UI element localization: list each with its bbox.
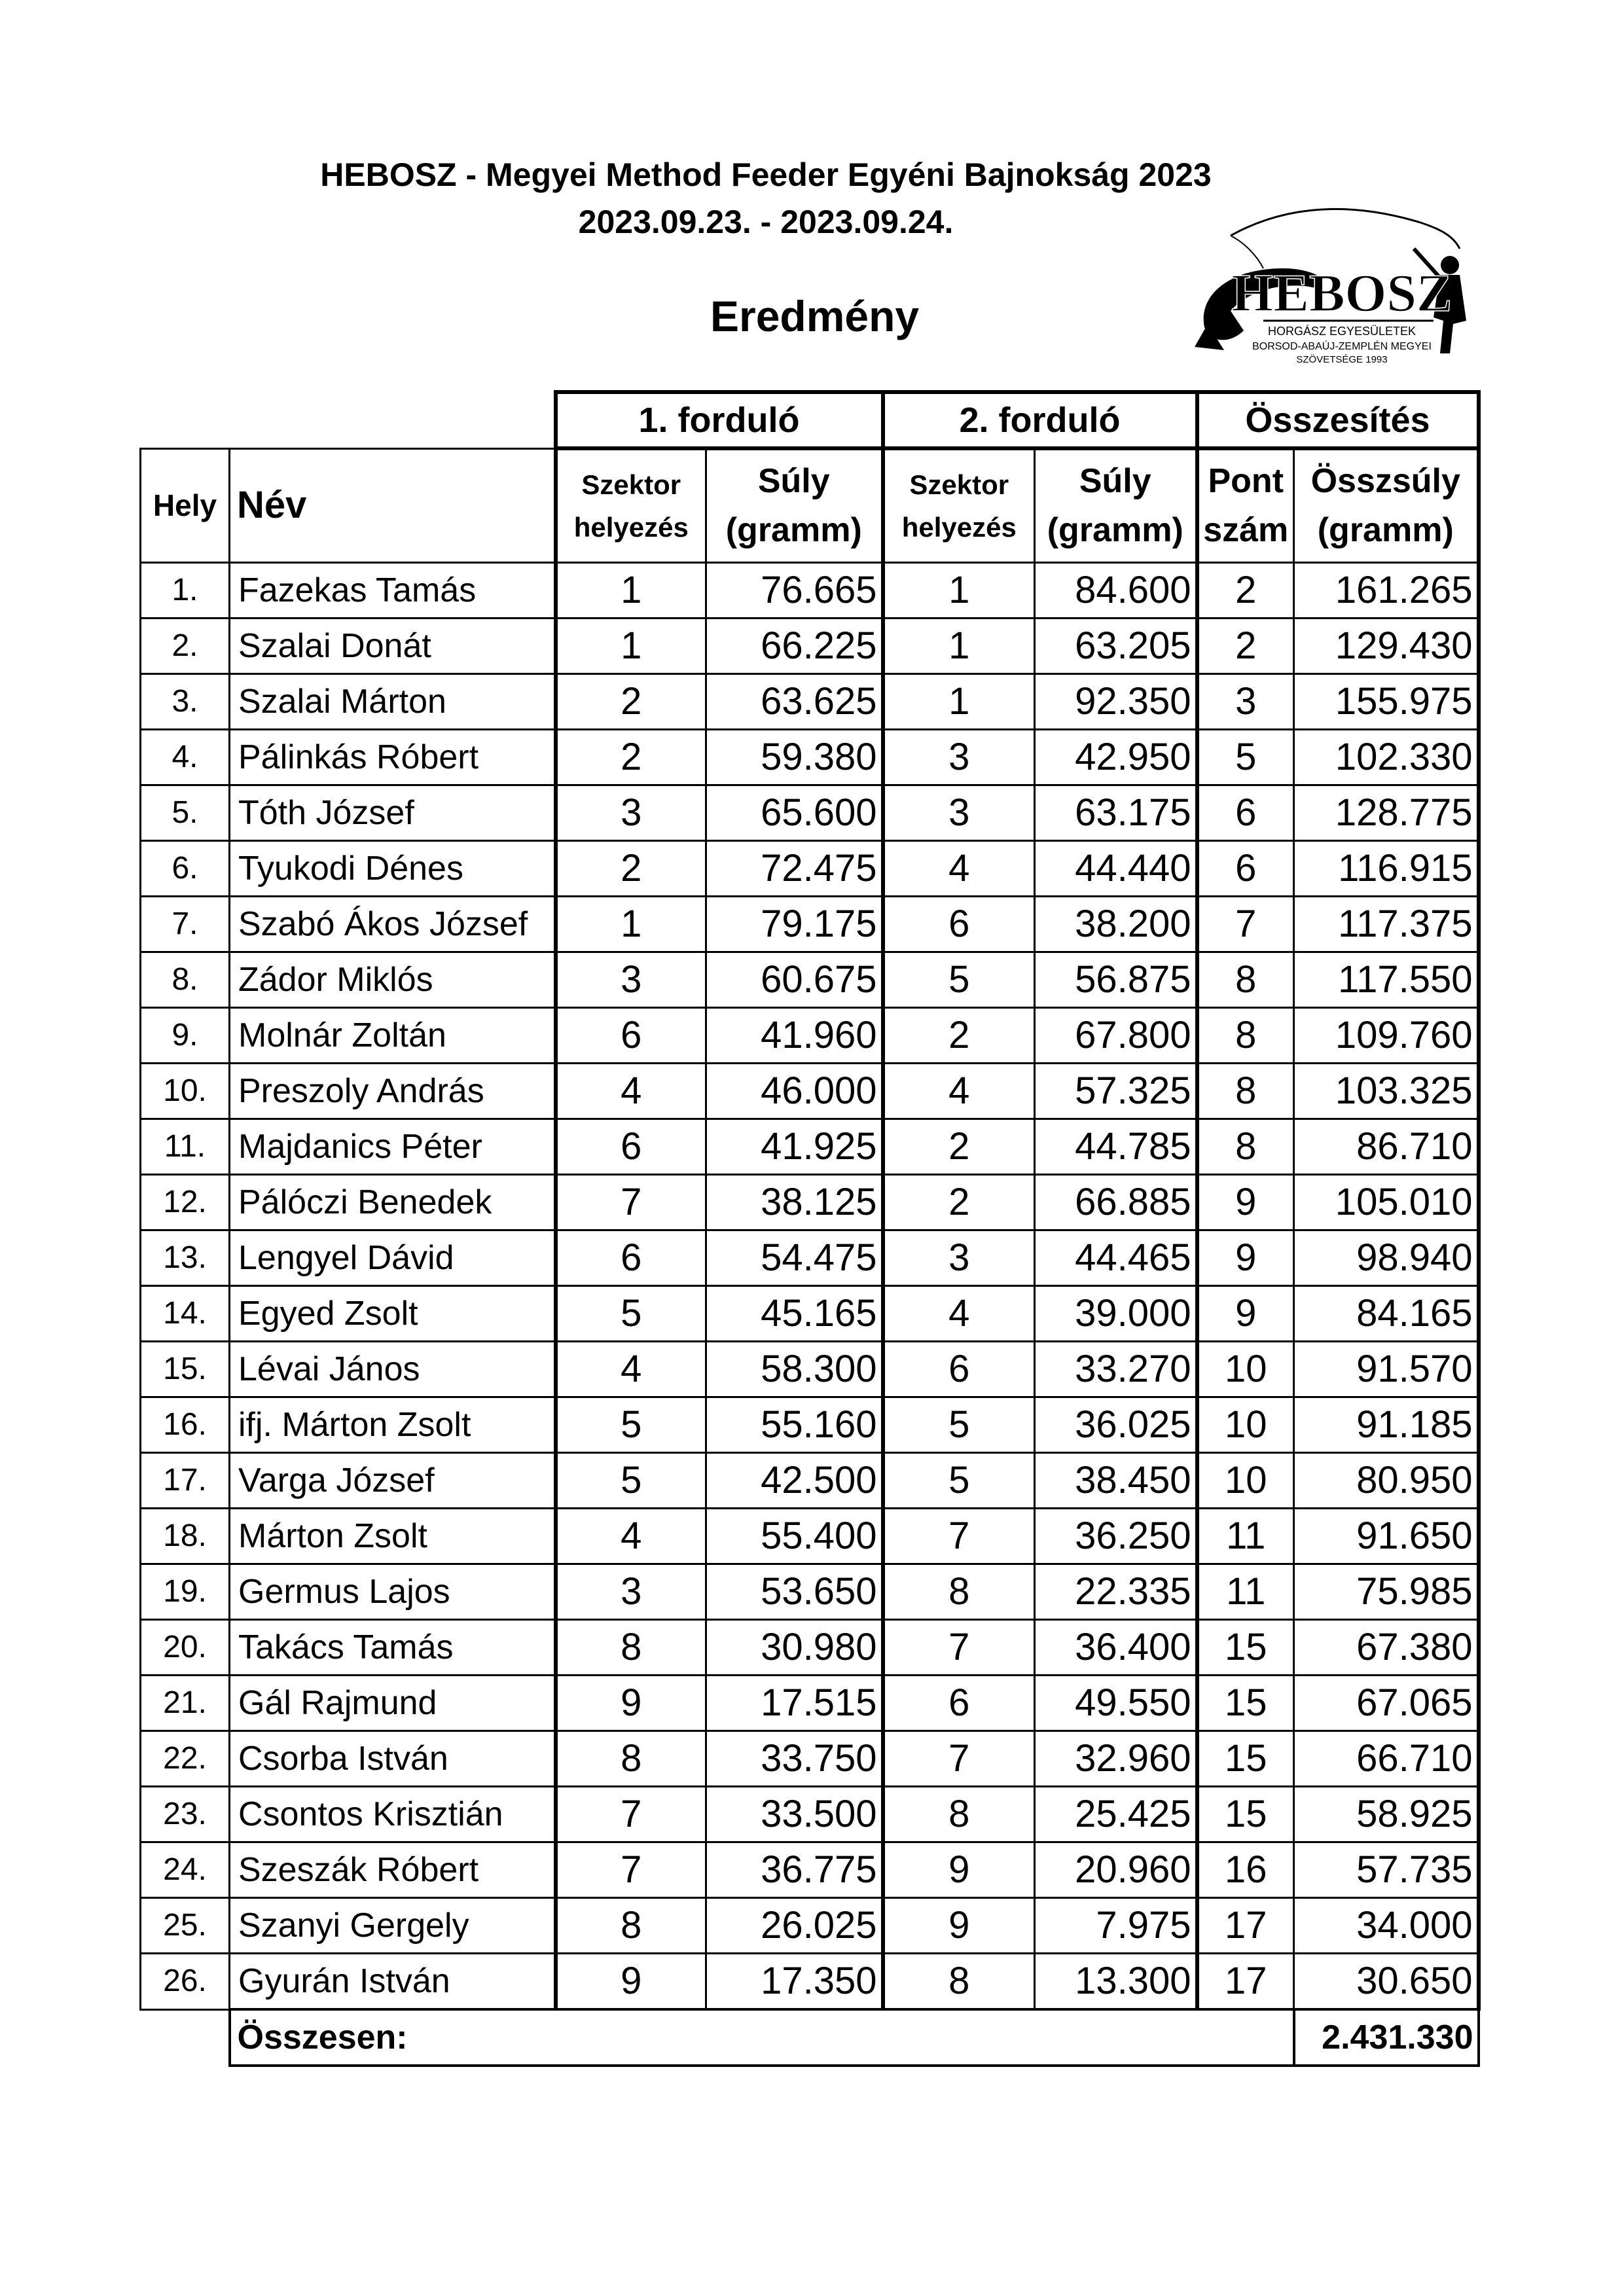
cell-w2: 7.975 [1035, 1898, 1197, 1954]
cell-rank: 6. [141, 841, 230, 897]
cell-w2: 63.205 [1035, 619, 1197, 674]
cell-s2: 1 [883, 563, 1035, 619]
table-row [141, 1175, 1479, 1230]
cell-s2: 2 [883, 1175, 1035, 1230]
col-weight-2: Súly (gramm) [1035, 448, 1197, 563]
table-row [141, 730, 1479, 785]
results-table [139, 390, 1481, 2067]
cell-s2: 7 [883, 1620, 1035, 1676]
cell-s2: 5 [883, 952, 1035, 1008]
cell-total: 117.375 [1294, 897, 1479, 952]
table-row [141, 1509, 1479, 1564]
cell-name: Takács Tamás [230, 1620, 556, 1676]
cell-total: 98.940 [1294, 1230, 1479, 1286]
cell-w1: 36.775 [706, 1842, 883, 1898]
cell-w1: 41.960 [706, 1008, 883, 1064]
cell-total: 117.550 [1294, 952, 1479, 1008]
cell-s2: 1 [883, 619, 1035, 674]
cell-w1: 79.175 [706, 897, 883, 952]
cell-s2: 7 [883, 1731, 1035, 1787]
cell-w2: 66.885 [1035, 1175, 1197, 1230]
cell-s1: 1 [556, 619, 706, 674]
cell-w2: 84.600 [1035, 563, 1197, 619]
cell-s2: 7 [883, 1509, 1035, 1564]
cell-name: Lengyel Dávid [230, 1230, 556, 1286]
cell-total: 128.775 [1294, 785, 1479, 841]
cell-rank: 10. [141, 1064, 230, 1119]
cell-s2: 6 [883, 897, 1035, 952]
cell-s1: 5 [556, 1286, 706, 1342]
cell-rank: 22. [141, 1731, 230, 1787]
cell-pts: 17 [1197, 1898, 1294, 1954]
round2-header: 2. forduló [883, 392, 1197, 448]
total-label: Összesen: [230, 2009, 1294, 2066]
table-row [141, 785, 1479, 841]
cell-rank: 13. [141, 1230, 230, 1286]
cell-total: 103.325 [1294, 1064, 1479, 1119]
cell-total: 129.430 [1294, 619, 1479, 674]
cell-name: Tyukodi Dénes [230, 841, 556, 897]
cell-s2: 3 [883, 1230, 1035, 1286]
cell-s1: 2 [556, 841, 706, 897]
cell-rank: 11. [141, 1119, 230, 1175]
cell-pts: 6 [1197, 785, 1294, 841]
table-row [141, 1342, 1479, 1397]
cell-w2: 13.300 [1035, 1954, 1197, 2010]
cell-pts: 7 [1197, 897, 1294, 952]
cell-w1: 65.600 [706, 785, 883, 841]
col-weight-1: Súly (gramm) [706, 448, 883, 563]
table-row [141, 563, 1479, 619]
cell-s1: 9 [556, 1954, 706, 2010]
table-row [141, 1620, 1479, 1676]
cell-name: Szeszák Róbert [230, 1842, 556, 1898]
cell-rank: 1. [141, 563, 230, 619]
cell-s1: 6 [556, 1230, 706, 1286]
svg-text:HORGÁSZ EGYESÜLETEK: HORGÁSZ EGYESÜLETEK [1267, 325, 1416, 338]
cell-pts: 15 [1197, 1731, 1294, 1787]
table-row [141, 619, 1479, 674]
cell-total: 91.185 [1294, 1397, 1479, 1453]
cell-s1: 8 [556, 1898, 706, 1954]
cell-pts: 9 [1197, 1286, 1294, 1342]
cell-w2: 67.800 [1035, 1008, 1197, 1064]
cell-w2: 57.325 [1035, 1064, 1197, 1119]
col-points: Pont szám [1197, 448, 1294, 563]
table-row [141, 674, 1479, 730]
cell-rank: 8. [141, 952, 230, 1008]
col-total: Összsúly (gramm) [1294, 448, 1479, 563]
cell-w1: 38.125 [706, 1175, 883, 1230]
cell-rank: 18. [141, 1509, 230, 1564]
cell-pts: 10 [1197, 1342, 1294, 1397]
cell-w2: 44.440 [1035, 841, 1197, 897]
cell-name: Pálóczi Benedek [230, 1175, 556, 1230]
cell-w2: 38.450 [1035, 1453, 1197, 1509]
cell-name: Pálinkás Róbert [230, 730, 556, 785]
cell-s1: 1 [556, 563, 706, 619]
cell-name: Germus Lajos [230, 1564, 556, 1620]
table-row [141, 1453, 1479, 1509]
cell-rank: 17. [141, 1453, 230, 1509]
cell-w2: 63.175 [1035, 785, 1197, 841]
cell-w1: 72.475 [706, 841, 883, 897]
cell-w1: 33.500 [706, 1787, 883, 1842]
cell-s2: 5 [883, 1397, 1035, 1453]
cell-name: Szalai Márton [230, 674, 556, 730]
cell-total: 91.570 [1294, 1342, 1479, 1397]
cell-total: 84.165 [1294, 1286, 1479, 1342]
cell-pts: 10 [1197, 1453, 1294, 1509]
total-row [141, 2009, 1479, 2066]
cell-pts: 8 [1197, 1008, 1294, 1064]
cell-s1: 6 [556, 1119, 706, 1175]
cell-w1: 17.350 [706, 1954, 883, 2010]
cell-total: 58.925 [1294, 1787, 1479, 1842]
column-header-row [141, 448, 1479, 563]
cell-rank: 20. [141, 1620, 230, 1676]
cell-w2: 20.960 [1035, 1842, 1197, 1898]
cell-name: Szabó Ákos József [230, 897, 556, 952]
cell-w2: 56.875 [1035, 952, 1197, 1008]
page-title: HEBOSZ - Megyei Method Feeder Egyéni Bajnokság 2023 [320, 156, 1212, 193]
table-row [141, 1842, 1479, 1898]
cell-pts: 8 [1197, 1119, 1294, 1175]
cell-s1: 5 [556, 1453, 706, 1509]
cell-s1: 4 [556, 1509, 706, 1564]
cell-total: 116.915 [1294, 841, 1479, 897]
cell-w2: 32.960 [1035, 1731, 1197, 1787]
svg-text:HEBOSZ: HEBOSZ [1231, 263, 1453, 323]
fisherman-logo-icon [1191, 196, 1479, 373]
cell-w2: 92.350 [1035, 674, 1197, 730]
cell-w1: 59.380 [706, 730, 883, 785]
cell-pts: 6 [1197, 841, 1294, 897]
cell-total: 67.065 [1294, 1676, 1479, 1731]
cell-name: Szanyi Gergely [230, 1898, 556, 1954]
cell-rank: 14. [141, 1286, 230, 1342]
cell-pts: 16 [1197, 1842, 1294, 1898]
cell-w2: 36.025 [1035, 1397, 1197, 1453]
cell-w2: 39.000 [1035, 1286, 1197, 1342]
page-subtitle: Eredmény [710, 292, 920, 340]
cell-w1: 55.400 [706, 1509, 883, 1564]
table-row [141, 1230, 1479, 1286]
cell-s1: 7 [556, 1842, 706, 1898]
table-row [141, 1731, 1479, 1787]
cell-name: Lévai János [230, 1342, 556, 1397]
cell-total: 67.380 [1294, 1620, 1479, 1676]
cell-total: 57.735 [1294, 1842, 1479, 1898]
cell-s2: 4 [883, 1286, 1035, 1342]
cell-pts: 5 [1197, 730, 1294, 785]
cell-w1: 46.000 [706, 1064, 883, 1119]
cell-s2: 2 [883, 1008, 1035, 1064]
cell-w1: 63.625 [706, 674, 883, 730]
cell-name: ifj. Márton Zsolt [230, 1397, 556, 1453]
cell-w1: 17.515 [706, 1676, 883, 1731]
round1-header: 1. forduló [556, 392, 883, 448]
cell-total: 109.760 [1294, 1008, 1479, 1064]
cell-s2: 8 [883, 1564, 1035, 1620]
cell-rank: 9. [141, 1008, 230, 1064]
cell-w1: 66.225 [706, 619, 883, 674]
cell-w2: 38.200 [1035, 897, 1197, 952]
cell-w2: 42.950 [1035, 730, 1197, 785]
cell-s2: 9 [883, 1898, 1035, 1954]
cell-name: Gál Rajmund [230, 1676, 556, 1731]
cell-s1: 3 [556, 785, 706, 841]
cell-s2: 9 [883, 1842, 1035, 1898]
cell-pts: 10 [1197, 1397, 1294, 1453]
svg-text:SZÖVETSÉGE 1993: SZÖVETSÉGE 1993 [1296, 354, 1388, 365]
cell-pts: 11 [1197, 1564, 1294, 1620]
cell-w2: 22.335 [1035, 1564, 1197, 1620]
table-row [141, 952, 1479, 1008]
cell-rank: 3. [141, 674, 230, 730]
cell-s1: 3 [556, 1564, 706, 1620]
cell-rank: 12. [141, 1175, 230, 1230]
cell-total: 91.650 [1294, 1509, 1479, 1564]
table-row [141, 1564, 1479, 1620]
cell-name: Gyurán István [230, 1954, 556, 2010]
cell-name: Egyed Zsolt [230, 1286, 556, 1342]
table-row [141, 1286, 1479, 1342]
cell-total: 86.710 [1294, 1119, 1479, 1175]
cell-w1: 33.750 [706, 1731, 883, 1787]
cell-pts: 15 [1197, 1787, 1294, 1842]
cell-pts: 2 [1197, 619, 1294, 674]
cell-rank: 24. [141, 1842, 230, 1898]
cell-pts: 3 [1197, 674, 1294, 730]
cell-rank: 25. [141, 1898, 230, 1954]
cell-w1: 53.650 [706, 1564, 883, 1620]
table-row [141, 1676, 1479, 1731]
cell-s1: 5 [556, 1397, 706, 1453]
cell-w1: 54.475 [706, 1230, 883, 1286]
col-sector-1: Szektor helyezés [556, 448, 706, 563]
cell-pts: 2 [1197, 563, 1294, 619]
col-sector-2: Szektor helyezés [883, 448, 1035, 563]
cell-s2: 6 [883, 1676, 1035, 1731]
cell-name: Csontos Krisztián [230, 1787, 556, 1842]
cell-w2: 33.270 [1035, 1342, 1197, 1397]
cell-w2: 44.465 [1035, 1230, 1197, 1286]
cell-total: 75.985 [1294, 1564, 1479, 1620]
cell-pts: 11 [1197, 1509, 1294, 1564]
cell-w1: 30.980 [706, 1620, 883, 1676]
cell-s2: 3 [883, 785, 1035, 841]
cell-name: Varga József [230, 1453, 556, 1509]
cell-name: Preszoly András [230, 1064, 556, 1119]
cell-total: 34.000 [1294, 1898, 1479, 1954]
cell-rank: 4. [141, 730, 230, 785]
cell-w1: 55.160 [706, 1397, 883, 1453]
cell-w2: 36.250 [1035, 1509, 1197, 1564]
cell-name: Tóth József [230, 785, 556, 841]
cell-s1: 2 [556, 730, 706, 785]
cell-rank: 2. [141, 619, 230, 674]
cell-s1: 7 [556, 1175, 706, 1230]
cell-name: Szalai Donát [230, 619, 556, 674]
cell-w1: 26.025 [706, 1898, 883, 1954]
cell-pts: 8 [1197, 1064, 1294, 1119]
cell-s2: 4 [883, 1064, 1035, 1119]
hebosz-logo [1191, 196, 1479, 373]
cell-pts: 9 [1197, 1230, 1294, 1286]
cell-s2: 3 [883, 730, 1035, 785]
cell-s1: 1 [556, 897, 706, 952]
cell-total: 161.265 [1294, 563, 1479, 619]
table-row [141, 1064, 1479, 1119]
cell-total: 155.975 [1294, 674, 1479, 730]
cell-rank: 5. [141, 785, 230, 841]
event-dates: 2023.09.23. - 2023.09.24. [578, 204, 954, 240]
round-header-row [141, 392, 1479, 448]
summary-header: Összesítés [1197, 392, 1479, 448]
cell-name: Fazekas Tamás [230, 563, 556, 619]
cell-rank: 16. [141, 1397, 230, 1453]
cell-s1: 8 [556, 1620, 706, 1676]
cell-w1: 60.675 [706, 952, 883, 1008]
cell-pts: 8 [1197, 952, 1294, 1008]
cell-w1: 45.165 [706, 1286, 883, 1342]
cell-s1: 6 [556, 1008, 706, 1064]
table-row [141, 1119, 1479, 1175]
cell-pts: 15 [1197, 1620, 1294, 1676]
table-row [141, 897, 1479, 952]
cell-total: 66.710 [1294, 1731, 1479, 1787]
cell-w2: 36.400 [1035, 1620, 1197, 1676]
cell-s1: 2 [556, 674, 706, 730]
cell-w1: 41.925 [706, 1119, 883, 1175]
cell-rank: 21. [141, 1676, 230, 1731]
cell-w1: 42.500 [706, 1453, 883, 1509]
cell-rank: 26. [141, 1954, 230, 2010]
cell-name: Márton Zsolt [230, 1509, 556, 1564]
cell-s2: 1 [883, 674, 1035, 730]
cell-w2: 49.550 [1035, 1676, 1197, 1731]
cell-s1: 4 [556, 1064, 706, 1119]
cell-s2: 5 [883, 1453, 1035, 1509]
table-row [141, 841, 1479, 897]
cell-s1: 3 [556, 952, 706, 1008]
cell-pts: 17 [1197, 1954, 1294, 2010]
cell-rank: 7. [141, 897, 230, 952]
col-hely: Hely [141, 448, 230, 563]
table-row [141, 1787, 1479, 1842]
cell-total: 30.650 [1294, 1954, 1479, 2010]
cell-name: Csorba István [230, 1731, 556, 1787]
col-nev: Név [230, 448, 556, 563]
cell-rank: 15. [141, 1342, 230, 1397]
cell-s2: 8 [883, 1954, 1035, 2010]
cell-total: 105.010 [1294, 1175, 1479, 1230]
cell-rank: 19. [141, 1564, 230, 1620]
cell-w2: 44.785 [1035, 1119, 1197, 1175]
cell-w2: 25.425 [1035, 1787, 1197, 1842]
cell-pts: 15 [1197, 1676, 1294, 1731]
cell-name: Zádor Miklós [230, 952, 556, 1008]
table-row [141, 1008, 1479, 1064]
cell-s1: 7 [556, 1787, 706, 1842]
cell-total: 102.330 [1294, 730, 1479, 785]
cell-w1: 58.300 [706, 1342, 883, 1397]
cell-w1: 76.665 [706, 563, 883, 619]
table-row [141, 1954, 1479, 2010]
cell-s2: 2 [883, 1119, 1035, 1175]
total-value: 2.431.330 [1294, 2009, 1479, 2066]
cell-name: Molnár Zoltán [230, 1008, 556, 1064]
cell-s2: 8 [883, 1787, 1035, 1842]
cell-pts: 9 [1197, 1175, 1294, 1230]
cell-s2: 4 [883, 841, 1035, 897]
table-row [141, 1898, 1479, 1954]
table-row [141, 1397, 1479, 1453]
cell-s1: 9 [556, 1676, 706, 1731]
cell-total: 80.950 [1294, 1453, 1479, 1509]
svg-text:BORSOD-ABAÚJ-ZEMPLÉN MEGYEI: BORSOD-ABAÚJ-ZEMPLÉN MEGYEI [1252, 341, 1432, 352]
cell-rank: 23. [141, 1787, 230, 1842]
cell-name: Majdanics Péter [230, 1119, 556, 1175]
cell-s2: 6 [883, 1342, 1035, 1397]
cell-s1: 8 [556, 1731, 706, 1787]
cell-s1: 4 [556, 1342, 706, 1397]
